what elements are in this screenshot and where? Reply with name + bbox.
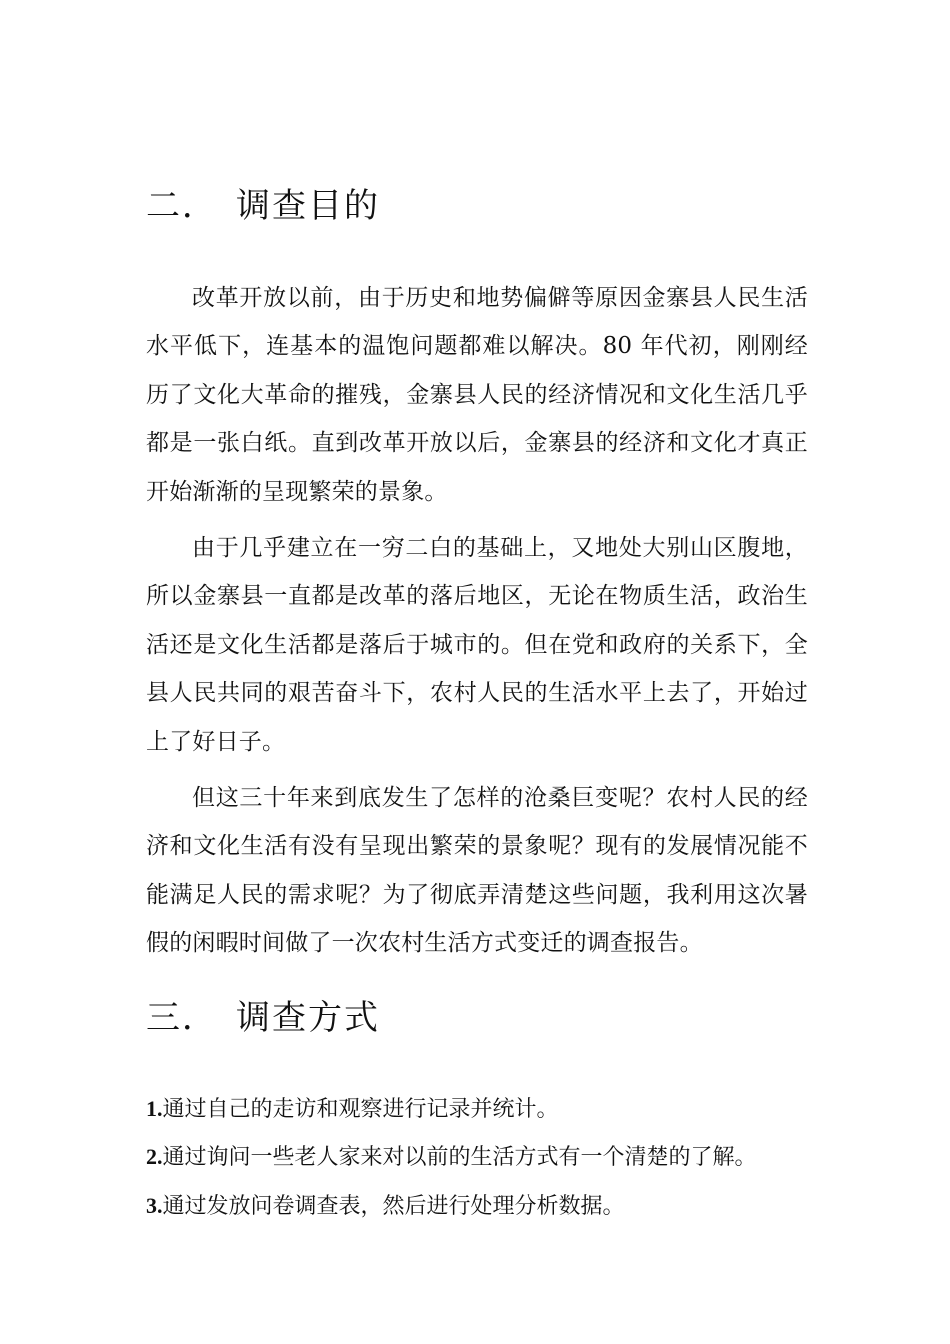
- method-text: 通过发放问卷调查表，然后进行处理分析数据。: [162, 1194, 625, 1219]
- method-text: 通过自己的走访和观察进行记录并统计。: [162, 1097, 559, 1122]
- method-item: [146, 1142, 757, 1173]
- method-item: [146, 1191, 625, 1222]
- section-heading-purpose: [146, 186, 380, 226]
- paragraph: 但这三十年来到底发生了怎样的沧桑巨变呢？农村人民的经济和文化生活有没有呈现出繁荣的景象呢？现有的发展情况能不能满足人民的需求呢？为了彻底弄清楚这些问题，我利用这次暑假的闲暇时间做了一次农村生活方式变迁的调查报告。: [146, 785, 808, 957]
- section-title: 调查方式: [236, 998, 380, 1038]
- method-text: 通过询问一些老人家来对以前的生活方式有一个清楚的了解。: [162, 1145, 757, 1170]
- paragraph: 由于几乎建立在一穷二白的基础上，又地处大别山区腹地，所以金寨县一直都是改革的落后地区，无论在物质生活，政治生活还是文化生活都是落后于城市的。但在党和政府的关系下，全县人民共同的艰苦奋斗下，农村人民的生活水平上去了，开始过上了好日子。: [146, 535, 808, 755]
- paragraph: 改革开放以前，由于历史和地势偏僻等原因金寨县人民生活水平低下，连基本的温饱问题都难以解决。80 年代初，刚刚经历了文化大革命的摧残，金寨县人民的经济情况和文化生活几乎都是一张白纸。直到改革开放以后，金寨县的经济和文化才真正开始渐渐的呈现繁荣的景象。: [146, 285, 808, 505]
- method-index: 1.: [146, 1096, 163, 1121]
- method-index: 2.: [146, 1144, 163, 1169]
- section-title: 调查目的: [236, 186, 380, 226]
- section-heading-method: [146, 998, 380, 1038]
- method-item: [146, 1094, 559, 1125]
- section-number: 三．: [146, 998, 218, 1038]
- method-index: 3.: [146, 1193, 163, 1218]
- section-number: 二．: [146, 186, 218, 226]
